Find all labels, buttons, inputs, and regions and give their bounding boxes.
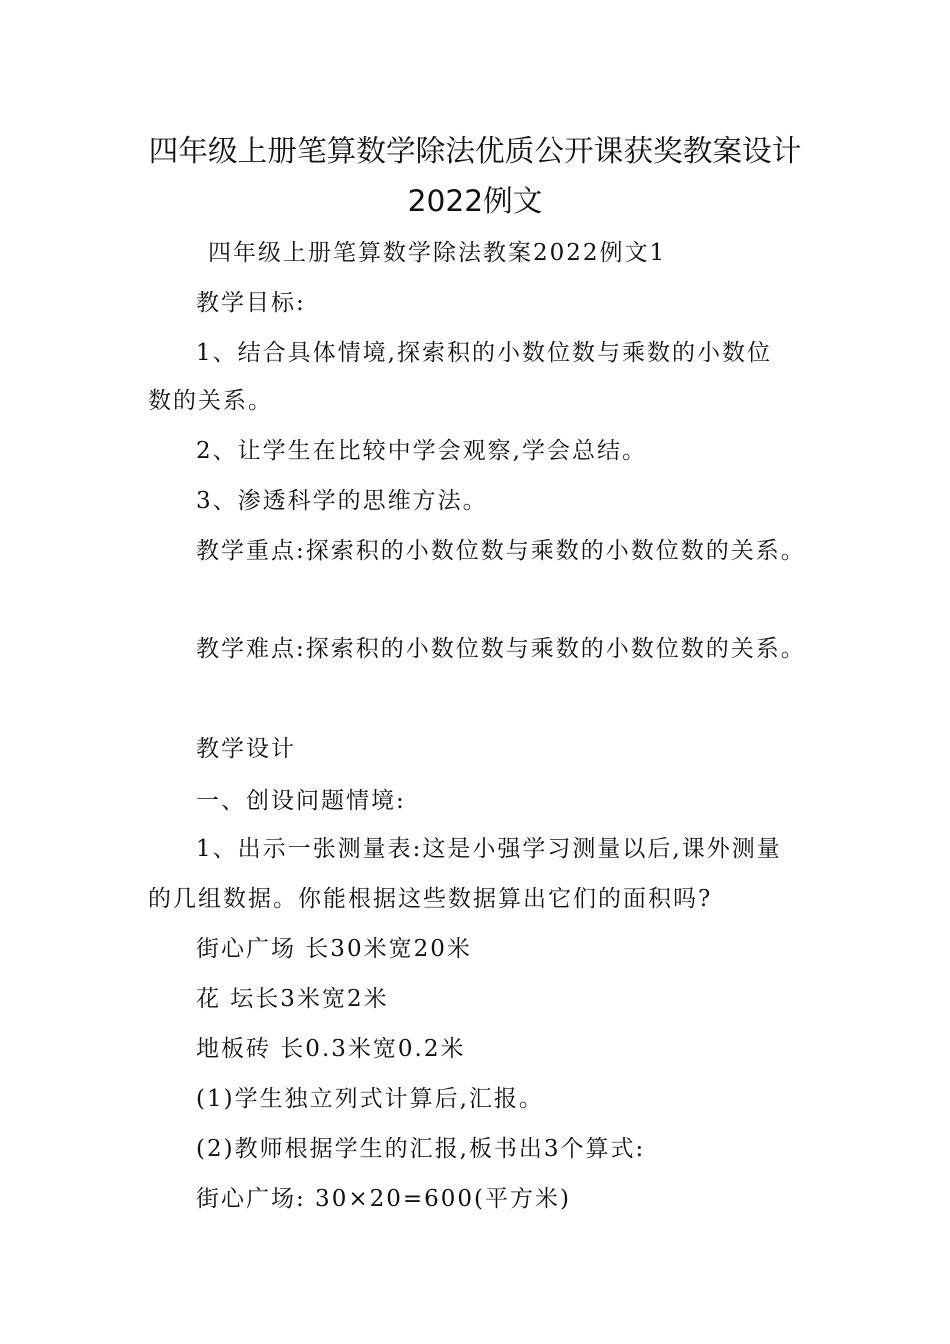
paragraph: 花 坛长3米宽2米 (196, 986, 389, 1012)
paragraph: (1)学生独立列式计算后,汇报。 (196, 1086, 544, 1112)
paragraph: 数的关系。 (148, 388, 273, 414)
paragraph: 教学设计 (196, 736, 296, 762)
section-heading: 四年级上册笔算数学除法教案2022例文1 (208, 240, 667, 266)
paragraph: 地板砖 长0.3米宽0.2米 (196, 1036, 466, 1062)
paragraph: 街心广场: 30×20=600(平方米) (196, 1186, 571, 1212)
paragraph: (2)教师根据学生的汇报,板书出3个算式: (196, 1136, 646, 1162)
paragraph: 一、创设问题情境: (196, 788, 406, 814)
paragraph: 2、让学生在比较中学会观察,学会总结。 (196, 438, 647, 464)
paragraph: 的几组数据。你能根据这些数据算出它们的面积吗? (148, 886, 713, 912)
paragraph: 教学重点:探索积的小数位数与乘数的小数位数的关系。 (196, 538, 806, 564)
document-title-line-1: 四年级上册笔算数学除法优质公开课获奖教案设计 (148, 133, 802, 168)
paragraph: 教学目标: (196, 290, 306, 316)
document-title-line-2: 2022例文 (407, 183, 543, 218)
paragraph: 1、出示一张测量表:这是小强学习测量以后,课外测量 (196, 836, 782, 862)
paragraph: 1、结合具体情境,探索积的小数位数与乘数的小数位 (196, 340, 772, 366)
paragraph: 教学难点:探索积的小数位数与乘数的小数位数的关系。 (196, 636, 806, 662)
paragraph: 街心广场 长30米宽20米 (196, 936, 472, 962)
paragraph: 3、渗透科学的思维方法。 (196, 488, 488, 514)
